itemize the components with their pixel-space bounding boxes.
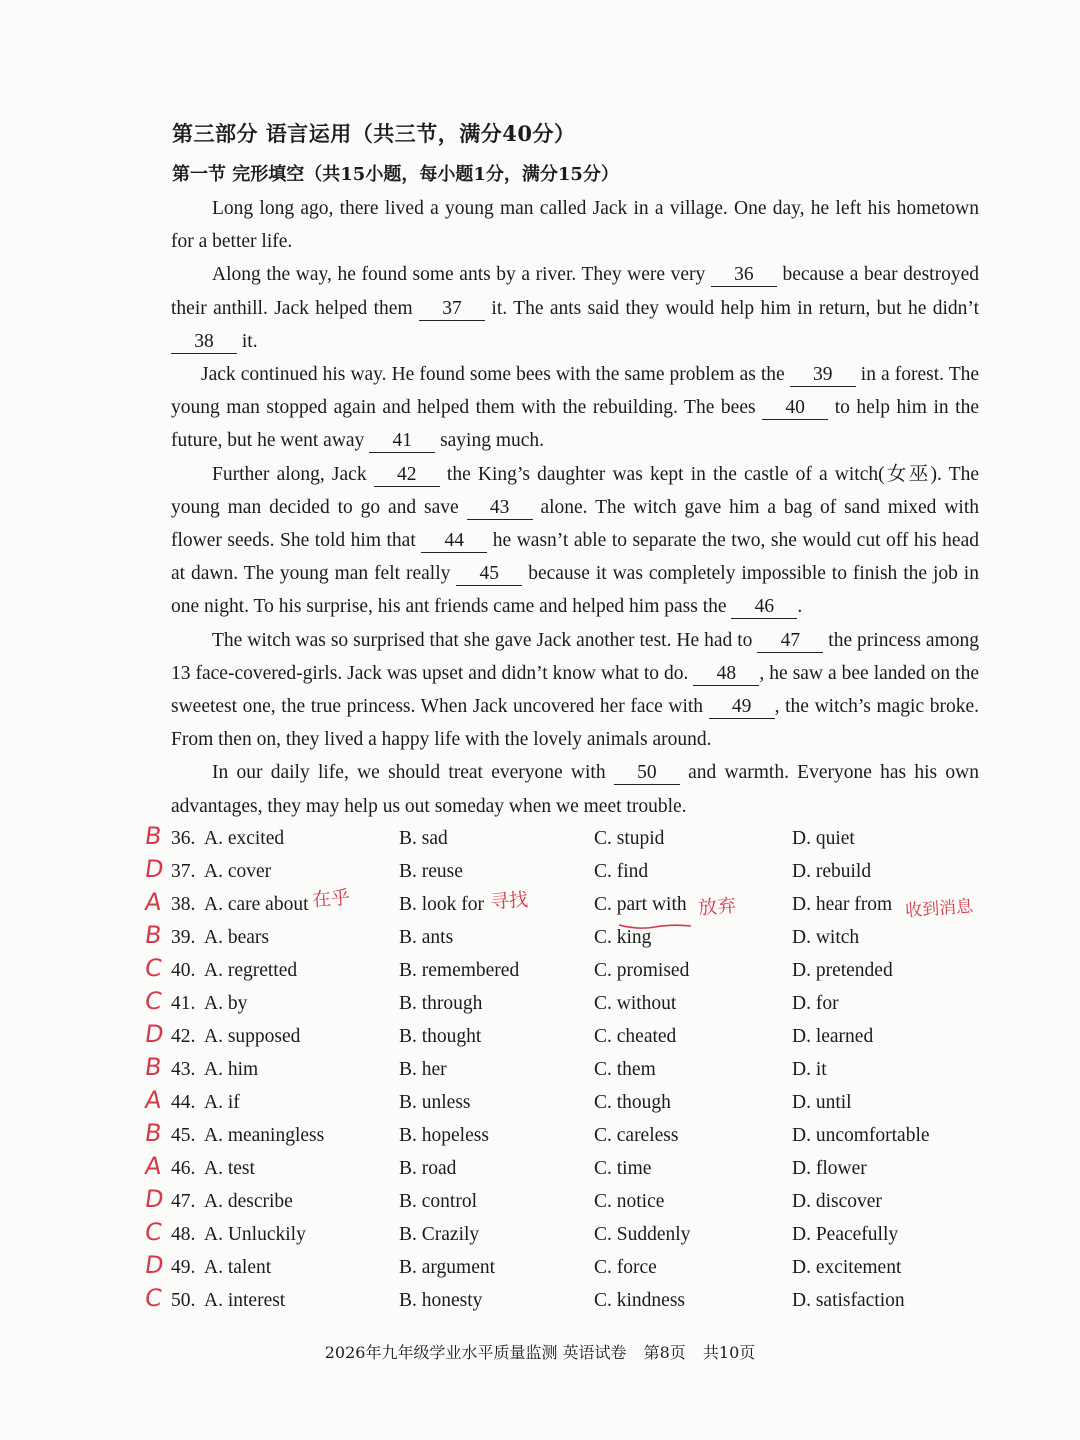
- note-care-about: 在乎: [311, 886, 351, 912]
- option-d: D. Peacefully: [792, 1224, 899, 1245]
- question-number: 46.: [171, 1158, 196, 1179]
- pen-underline: [618, 922, 692, 930]
- option-b: B. remembered: [399, 960, 520, 981]
- option-a: A. meaningless: [204, 1125, 325, 1146]
- option-b: B. hopeless: [399, 1125, 489, 1146]
- passage-text: Jack continued his way. He found some bees with the same problem as the: [201, 364, 790, 386]
- passage-text: in a forest. The young man stopped again and helped them with the rebuilding. The bees: [171, 364, 980, 419]
- option-a: A. test: [204, 1158, 255, 1179]
- passage-text: .: [797, 596, 803, 618]
- option-d: D. satisfaction: [792, 1290, 905, 1311]
- question-number: 43.: [171, 1059, 196, 1080]
- option-a: A. excited: [204, 828, 285, 849]
- page-footer: [0, 1340, 1080, 1363]
- option-b: B. ants: [399, 927, 454, 948]
- question-row: [0, 923, 1080, 956]
- passage-text: he wasn’t able to separate the two, she would cut off his head at dawn. The young man felt really: [171, 530, 979, 585]
- question-number: 44.: [171, 1092, 196, 1113]
- question-row: [0, 989, 1080, 1022]
- blank-41: 41: [369, 430, 435, 453]
- option-c: C. force: [594, 1257, 657, 1278]
- blank-50: 50: [614, 762, 680, 785]
- option-d: D. witch: [792, 927, 860, 948]
- option-a: A. talent: [204, 1257, 272, 1278]
- option-c: C. Suddenly: [594, 1224, 691, 1245]
- question-row: [0, 1286, 1080, 1319]
- passage-paragraph: [171, 192, 979, 258]
- option-c: C. notice: [594, 1191, 665, 1212]
- answer-mark: B: [143, 921, 164, 949]
- question-row: [0, 1154, 1080, 1187]
- option-c: C. cheated: [594, 1026, 677, 1047]
- option-c: C. kindness: [594, 1290, 686, 1311]
- question-number: 39.: [171, 927, 196, 948]
- option-c: C. time: [594, 1158, 652, 1179]
- passage-text: In our daily life, we should treat everyone with: [212, 762, 614, 784]
- option-c: C. though: [594, 1092, 671, 1113]
- passage-text: it. The ants said they would help him in return, but he didn’t: [485, 297, 979, 319]
- blank-47: 47: [757, 630, 823, 653]
- passage-text: The witch was so surprised that she gave Jack another test. He had to: [212, 629, 758, 651]
- answer-mark: D: [143, 1185, 166, 1213]
- answer-mark: C: [143, 954, 164, 982]
- option-b: B. her: [399, 1059, 447, 1080]
- option-b: B. thought: [399, 1026, 482, 1047]
- answer-mark: B: [143, 1119, 164, 1147]
- blank-46: 46: [731, 596, 797, 619]
- question-number: 41.: [171, 993, 196, 1014]
- option-c: C. king: [594, 927, 652, 948]
- option-d: D. flower: [792, 1158, 867, 1179]
- option-c: C. part with: [594, 894, 687, 915]
- option-b: B. honesty: [399, 1290, 483, 1311]
- passage-text: Further along, Jack: [212, 463, 374, 485]
- option-d: D. it: [792, 1059, 827, 1080]
- option-a: A. by: [204, 993, 248, 1014]
- option-d: D. rebuild: [792, 861, 872, 882]
- option-d: D. for: [792, 993, 839, 1014]
- option-a: A. supposed: [204, 1026, 301, 1047]
- option-c: C. promised: [594, 960, 690, 981]
- option-c: C. careless: [594, 1125, 679, 1146]
- blank-49: 49: [709, 696, 775, 719]
- question-row: [0, 1253, 1080, 1286]
- blank-44: 44: [421, 530, 487, 553]
- blank-42: 42: [374, 464, 440, 487]
- question-row: [0, 857, 1080, 890]
- question-row: [0, 824, 1080, 857]
- question-number: 42.: [171, 1026, 196, 1047]
- answer-mark: B: [143, 1053, 164, 1081]
- question-row: [0, 1187, 1080, 1220]
- option-b: B. through: [399, 993, 483, 1014]
- option-d: D. quiet: [792, 828, 855, 849]
- cloze-passage: [171, 192, 979, 823]
- passage-paragraph: [171, 358, 979, 458]
- passage-text: and warmth. Everyone has his own advantages, they may help us out someday when we meet trouble.: [171, 762, 979, 817]
- note-hear-from: 收到消息: [904, 896, 974, 922]
- option-b: B. control: [399, 1191, 477, 1212]
- option-d: D. pretended: [792, 960, 893, 981]
- option-a: A. describe: [204, 1191, 293, 1212]
- answer-mark: C: [143, 987, 164, 1015]
- answer-mark: A: [143, 1086, 164, 1114]
- footer-exam: 2026年九年级学业水平质量监测 英语试卷: [324, 1343, 627, 1362]
- blank-40: 40: [762, 397, 828, 420]
- answer-mark: C: [143, 1284, 164, 1312]
- question-row: [0, 1088, 1080, 1121]
- passage-text: the King’s daughter was kept in the castle of a witch(女巫). The young man decided to go and save: [171, 463, 979, 518]
- option-d: D. until: [792, 1092, 852, 1113]
- option-a: A. bears: [204, 927, 269, 948]
- passage-text: because it was completely impossible to finish the job in one night. To his surprise, his ant friends came and helped him pass the: [171, 563, 979, 618]
- question-row: [0, 1121, 1080, 1154]
- blank-36: 36: [711, 264, 777, 287]
- option-d: D. learned: [792, 1026, 874, 1047]
- passage-text: it.: [237, 330, 258, 352]
- footer-page: 第8页: [643, 1343, 686, 1362]
- blank-37: 37: [419, 298, 485, 321]
- passage-text: to help him in the future, but he went away: [171, 397, 979, 452]
- passage-text: alone. The witch gave him a bag of sand mixed with flower seeds. She told him that: [171, 496, 979, 552]
- option-c: C. stupid: [594, 828, 665, 849]
- question-row: [0, 1055, 1080, 1088]
- option-a: A. care about: [204, 894, 309, 915]
- option-d: D. uncomfortable: [792, 1125, 930, 1146]
- question-number: 37.: [171, 861, 196, 882]
- answer-mark: D: [143, 1251, 166, 1279]
- question-number: 50.: [171, 1290, 196, 1311]
- option-d: D. hear from: [792, 894, 893, 915]
- passage-text: , he saw a bee landed on the sweetest one, the true princess. When Jack uncovered her face with: [171, 662, 979, 718]
- option-b: B. Crazily: [399, 1224, 480, 1245]
- option-d: D. excitement: [792, 1257, 902, 1278]
- option-b: B. unless: [399, 1092, 471, 1113]
- answer-mark: B: [143, 822, 164, 850]
- passage-text: Along the way, he found some ants by a river. They were very: [212, 264, 711, 286]
- blank-39: 39: [790, 364, 856, 387]
- question-number: 48.: [171, 1224, 196, 1245]
- option-a: A. him: [204, 1059, 259, 1080]
- answer-mark: C: [143, 1218, 164, 1246]
- answer-mark: D: [143, 1020, 166, 1048]
- option-c: C. find: [594, 861, 649, 882]
- option-b: B. road: [399, 1158, 457, 1179]
- option-c: C. them: [594, 1059, 656, 1080]
- option-d: D. discover: [792, 1191, 882, 1212]
- option-a: A. cover: [204, 861, 272, 882]
- note-part-with: 放弃: [697, 894, 737, 920]
- question-row: [0, 1022, 1080, 1055]
- question-number: 36.: [171, 828, 196, 849]
- answer-mark: D: [143, 855, 166, 883]
- option-b: B. sad: [399, 828, 448, 849]
- subsection-title: 第一节 完形填空（共15小题，每小题1分，满分15分）: [172, 164, 619, 185]
- passage-text: because a bear destroyed their anthill. Jack helped them: [171, 264, 979, 319]
- option-a: A. Unluckily: [204, 1224, 306, 1245]
- blank-48: 48: [693, 663, 759, 686]
- question-row: [0, 1220, 1080, 1253]
- answer-mark: A: [143, 1152, 164, 1180]
- answer-mark: A: [143, 888, 164, 916]
- question-row: [0, 956, 1080, 989]
- passage-text: , the witch’s magic broke. From then on, they lived a happy life with the lovely animals around.: [171, 696, 980, 751]
- passage-text: the princess among 13 face-covered-girls. Jack was upset and didn’t know what to do.: [171, 629, 979, 684]
- question-number: 49.: [171, 1257, 196, 1278]
- passage-text: Long long ago, there lived a young man called Jack in a village. One day, he left his hometown for a better life.: [171, 198, 979, 253]
- option-b: B. argument: [399, 1257, 496, 1278]
- option-b: B. reuse: [399, 861, 463, 882]
- section-title: 第三部分 语言运用（共三节，满分40分）: [172, 121, 576, 146]
- passage-paragraph: [171, 624, 979, 757]
- question-number: 47.: [171, 1191, 196, 1212]
- option-a: A. if: [204, 1092, 240, 1113]
- option-c: C. without: [594, 993, 677, 1014]
- option-a: A. interest: [204, 1290, 286, 1311]
- passage-text: saying much.: [435, 430, 545, 452]
- passage-paragraph: [171, 458, 979, 624]
- option-b: B. look for: [399, 894, 485, 915]
- option-a: A. regretted: [204, 960, 298, 981]
- question-number: 40.: [171, 960, 196, 981]
- blank-45: 45: [456, 563, 522, 586]
- blank-38: 38: [171, 331, 237, 354]
- blank-43: 43: [467, 497, 533, 520]
- question-number: 45.: [171, 1125, 196, 1146]
- passage-paragraph: [171, 258, 979, 358]
- footer-total: 共10页: [702, 1343, 756, 1362]
- question-number: 38.: [171, 894, 196, 915]
- passage-paragraph: [171, 756, 979, 822]
- note-look-for: 寻找: [489, 888, 529, 914]
